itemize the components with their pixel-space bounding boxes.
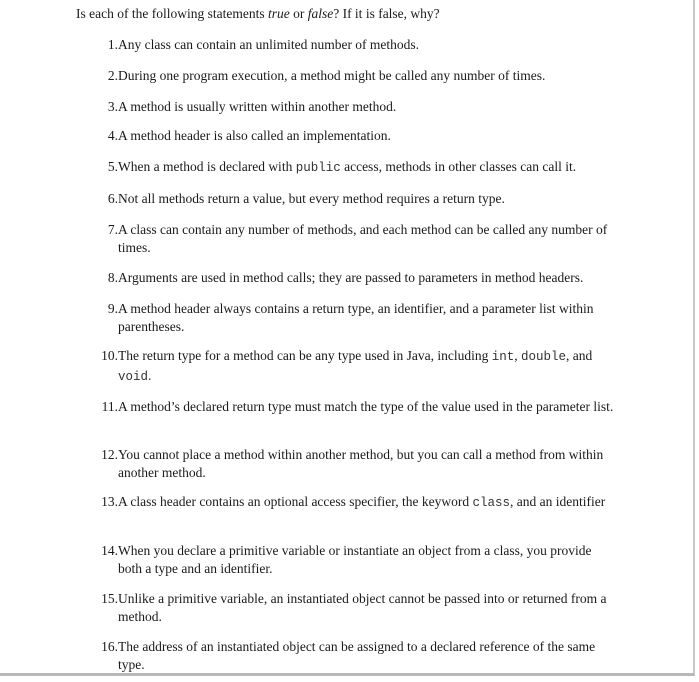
question-item (96, 493, 616, 513)
question-item (96, 542, 616, 577)
question-number: 16. (101, 639, 118, 654)
question-text (118, 190, 616, 208)
intro-suffix: ? If it is false, why? (333, 6, 440, 21)
question-number: 3. (107, 99, 118, 114)
question-text (118, 493, 616, 513)
question-text-segment: When you declare a primitive variable or instantiate an object from a class, you provide both a type and an identifier. (118, 543, 592, 576)
question-text-segment: The return type for a method can be any type used in Java, including (118, 348, 492, 363)
question-text-segment: Arguments are used in method calls; they are passed to parameters in method headers. (118, 270, 584, 285)
question-text (118, 542, 616, 577)
question-text-segment: You cannot place a method within another method, but you can call a method from within another method. (118, 447, 604, 480)
code-keyword: double (521, 350, 567, 364)
question-item (96, 269, 616, 287)
question-text-segment: access, methods in other classes can call it. (340, 159, 577, 174)
question-text-segment: When a method is declared with (118, 159, 296, 174)
question-text (118, 347, 616, 386)
question-text-segment: , and (566, 348, 593, 363)
question-number: 8. (107, 270, 118, 285)
question-item (96, 347, 616, 386)
question-text (118, 67, 616, 85)
question-text-segment: The address of an instantiated object can be assigned to a declared reference of the same type. (118, 639, 596, 672)
question-item (96, 158, 616, 178)
question-text-segment: , and an identifier (509, 494, 606, 509)
question-text (118, 269, 616, 287)
question-text-segment: A method header always contains a return type, an identifier, and a parameter list within parentheses. (118, 301, 594, 334)
question-number: 6. (107, 191, 118, 206)
question-number: 7. (107, 222, 118, 237)
question-text (118, 638, 616, 673)
question-text (118, 446, 616, 481)
code-keyword: void (118, 369, 149, 384)
intro-or-word: or (289, 6, 308, 21)
question-item (96, 638, 616, 673)
question-text (118, 36, 616, 54)
intro-true-word: true (267, 6, 290, 21)
question-text (118, 221, 616, 256)
question-text-segment: A method is usually written within another method. (118, 99, 397, 114)
question-item (96, 398, 616, 416)
question-number: 4. (107, 128, 118, 143)
question-item (96, 446, 616, 481)
question-item (96, 300, 616, 335)
question-text-segment: Unlike a primitive variable, an instantiated object cannot be passed into or returned from a method. (118, 591, 607, 624)
intro-prefix: Is each of the following statements (76, 6, 268, 21)
question-number: 15. (101, 591, 118, 606)
question-text-segment: A method’s declared return type must match the type of the value used in the parameter list. (118, 399, 614, 414)
question-item (96, 221, 616, 256)
question-item (96, 127, 616, 145)
question-number: 12. (101, 447, 118, 462)
question-text (118, 98, 616, 116)
question-number: 10. (101, 348, 118, 363)
question-number: 14. (101, 543, 118, 558)
question-text (118, 127, 616, 145)
question-number: 13. (101, 494, 118, 509)
question-text-segment: Any class can contain an unlimited number of methods. (118, 37, 420, 52)
question-item (96, 590, 616, 625)
question-number: 9. (107, 301, 118, 316)
question-text-segment: During one program execution, a method might be called any number of times. (118, 68, 546, 83)
question-text-segment: A class can contain any number of methods, and each method can be called any number of times. (118, 222, 608, 255)
question-item (96, 98, 616, 116)
question-number: 5. (107, 159, 118, 174)
question-number: 1. (107, 37, 118, 52)
question-text (118, 398, 616, 416)
code-keyword: class (472, 496, 510, 510)
question-text (118, 590, 616, 625)
question-text (118, 300, 616, 335)
code-keyword: public (295, 161, 341, 175)
question-text-segment: . (148, 367, 152, 383)
question-text-segment: , (514, 348, 522, 363)
question-number: 11. (101, 399, 118, 414)
question-item (96, 190, 616, 208)
question-item (96, 36, 616, 54)
question-text (118, 158, 616, 178)
question-text-segment: A class header contains an optional access specifier, the keyword (118, 494, 473, 509)
intro-false-word: false (307, 6, 334, 21)
intro-prompt (76, 5, 440, 23)
question-text-segment: A method header is also called an implementation. (118, 128, 391, 143)
question-item (96, 67, 616, 85)
code-keyword: int (491, 350, 515, 364)
question-number: 2. (107, 68, 118, 83)
question-text-segment: Not all methods return a value, but every method requires a return type. (118, 191, 505, 206)
